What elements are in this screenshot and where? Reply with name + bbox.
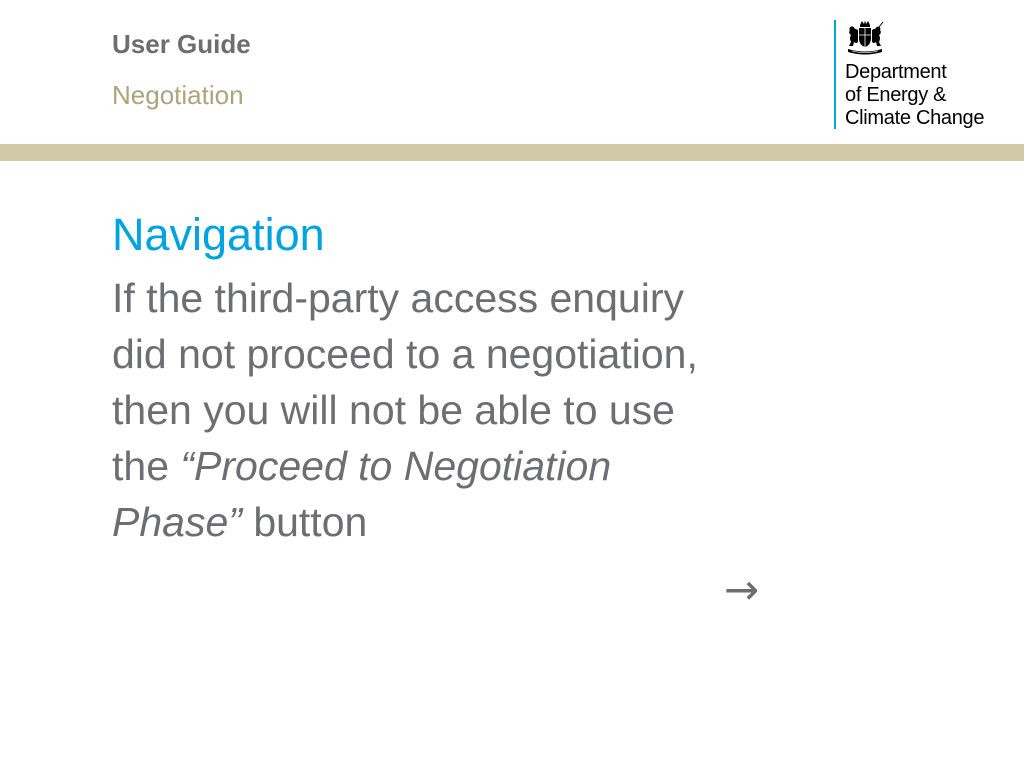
section-heading: Navigation — [112, 209, 325, 260]
body-text — [112, 270, 802, 550]
body-line-4-prefix: the — [112, 443, 181, 489]
body-line-3: then you will not be able to use — [112, 387, 675, 433]
body-line-5-suffix: button — [241, 499, 368, 545]
section-subtitle: Negotiation — [112, 80, 244, 110]
header-band — [0, 144, 1024, 161]
guide-title: User Guide — [112, 29, 251, 59]
royal-coat-of-arms-icon — [843, 20, 887, 56]
next-slide-arrow-icon[interactable]: → — [724, 565, 760, 614]
department-name-line-2: of Energy & — [845, 84, 947, 106]
body-line-1: If the third-party access enquiry — [112, 275, 684, 321]
button-name-reference-part-1: “Proceed to Negotiation — [180, 443, 612, 489]
body-line-2: did not proceed to a negotiation, — [112, 331, 698, 377]
department-logo — [834, 20, 1014, 130]
department-name — [845, 61, 984, 130]
body-line-5 — [112, 494, 802, 550]
logo-divider — [834, 20, 836, 129]
body-line-4 — [112, 438, 802, 494]
department-name-line-1: Department — [845, 61, 947, 83]
department-name-line-3: Climate Change — [845, 107, 985, 129]
button-name-reference-part-2: Phase” — [112, 499, 242, 545]
